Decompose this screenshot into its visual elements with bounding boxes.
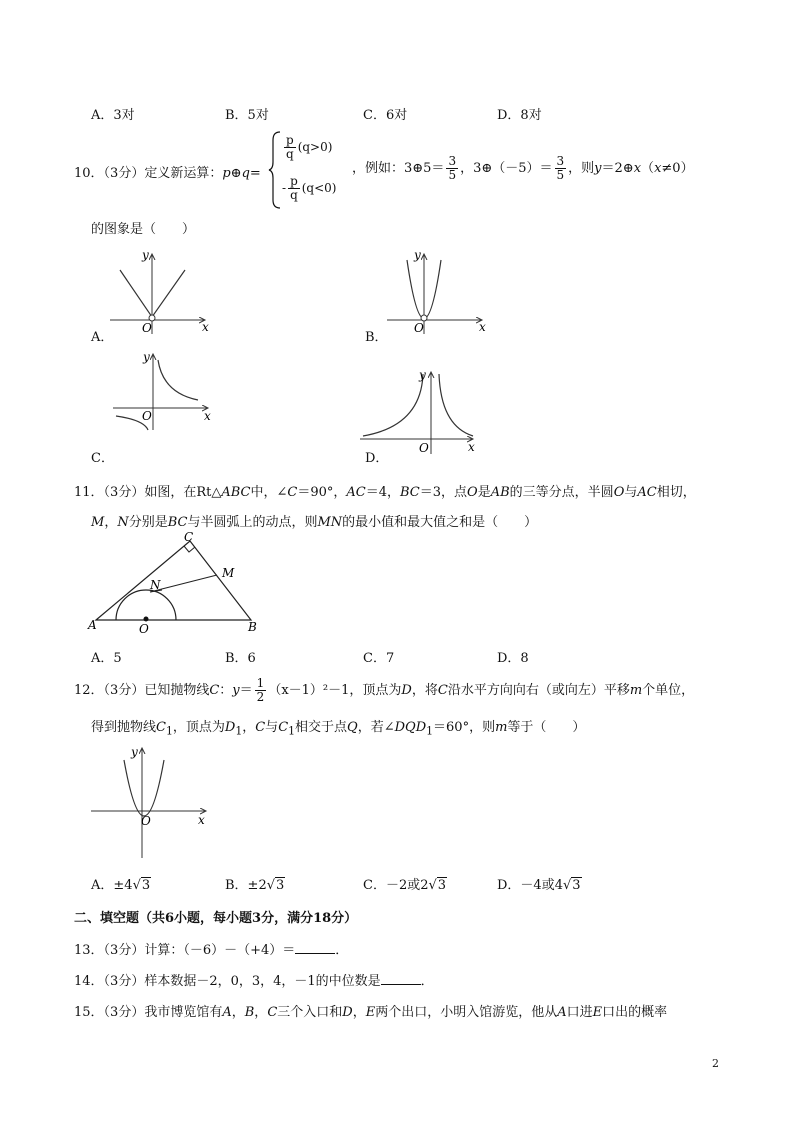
q13-stem: 13．（3分）计算：（－6）－（+4）＝ ． bbox=[74, 943, 349, 958]
q10-graph-d bbox=[355, 366, 480, 456]
q10-graph-a bbox=[105, 242, 215, 337]
brace-icon bbox=[268, 130, 282, 210]
svg-text:O: O bbox=[141, 814, 151, 828]
q11-stem-line2: M，N分别是BC与半圆弧上的动点，则MN的最小值和最大值之和是（ ） bbox=[91, 515, 538, 530]
svg-text:x: x bbox=[479, 320, 486, 334]
q12-option-c: C．－2或2√3 bbox=[363, 878, 447, 893]
svg-text:O: O bbox=[142, 321, 152, 335]
q15-stem: 15．（3分）我市博览馆有A，B，C三个入口和D，E两个出口，小明入馆游览，他从A口进E口出的概率 bbox=[74, 1005, 668, 1020]
q11-option-c: C．7 bbox=[363, 651, 395, 666]
q10-stem: 10．（3分）定义新运算：p⊕q= bbox=[74, 166, 261, 181]
q10-label-c: C． bbox=[91, 451, 114, 466]
q9-option-a: A．3对 bbox=[91, 108, 135, 123]
section-title: 二、填空题（共6小题，每小题3分，满分18分） bbox=[74, 911, 358, 926]
q11-option-d: D．8 bbox=[497, 651, 529, 666]
q10-graph-c bbox=[108, 348, 218, 433]
svg-text:x: x bbox=[204, 409, 211, 423]
svg-text:O: O bbox=[139, 622, 149, 635]
q10-case1: $\frac{p}{q}$ (q>0) bbox=[286, 133, 333, 161]
q11-option-a: A．5 bbox=[91, 651, 122, 666]
svg-text:C: C bbox=[184, 530, 194, 544]
q11-stem-line1: 11．（3分）如图，在Rt△ABC中，∠C＝90°，AC＝4，BC＝3，点O是AB的三等分点，半圆O与AC相切， bbox=[74, 485, 696, 500]
q10-label-a: A． bbox=[91, 330, 114, 345]
svg-text:x: x bbox=[202, 320, 209, 334]
q9-option-d: D．8对 bbox=[497, 108, 542, 123]
q11-triangle-figure bbox=[86, 530, 266, 635]
answer-blank[interactable] bbox=[295, 941, 335, 954]
svg-text:y: y bbox=[131, 745, 138, 759]
q12-parabola-graph bbox=[88, 742, 213, 860]
svg-text:N: N bbox=[150, 578, 161, 592]
q10-stem-line2: 的图象是（ ） bbox=[91, 222, 196, 237]
svg-text:y: y bbox=[419, 368, 426, 382]
answer-blank[interactable] bbox=[381, 972, 421, 985]
q12-option-b: B．±2√3 bbox=[225, 878, 285, 893]
q10-graph-b bbox=[382, 242, 492, 337]
q10-label-b: B． bbox=[365, 330, 388, 345]
q14-stem: 14．（3分）样本数据－2，0，3，4，－1的中位数是 ． bbox=[74, 974, 434, 989]
page-number: 2 bbox=[712, 1057, 719, 1070]
q11-option-b: B．6 bbox=[225, 651, 256, 666]
svg-text:O: O bbox=[142, 409, 152, 423]
q10-case2: - $\frac{p}{q}$ (q<0) bbox=[282, 174, 337, 202]
q9-option-c: C．6对 bbox=[363, 108, 408, 123]
q12-stem-line2: 得到抛物线$C_1$，顶点为$D_1$，C与$C_1$相交于点Q，若$\angle DQD_1=60^\circ$，则m等于（ ） bbox=[91, 720, 586, 738]
svg-text:A: A bbox=[88, 618, 97, 632]
svg-text:x: x bbox=[198, 813, 205, 827]
svg-text:y: y bbox=[142, 248, 149, 262]
svg-text:O: O bbox=[414, 321, 424, 335]
svg-text:O: O bbox=[419, 441, 429, 455]
svg-text:x: x bbox=[468, 440, 475, 454]
q12-option-d: D．－4或4√3 bbox=[497, 878, 581, 893]
q12-option-a: A．±4√3 bbox=[91, 878, 151, 893]
svg-text:M: M bbox=[222, 566, 235, 580]
svg-text:y: y bbox=[414, 248, 421, 262]
q9-option-b: B．5对 bbox=[225, 108, 269, 123]
q10-example: ，例如：3⊕5＝ $\frac{3}{5}$ ，3⊕（－5）＝ $\frac{3}{5}$ ，则y＝2⊕x（x≠0） bbox=[352, 154, 694, 182]
q10-label-d: D． bbox=[365, 451, 389, 466]
q12-stem-line1: 12．（3分）已知抛物线C：y＝ $\frac{1}{2}$ （x－1）²－1，顶点为D，将C沿水平方向向右（或向左）平移m个单位， bbox=[74, 676, 695, 704]
svg-text:B: B bbox=[248, 620, 257, 634]
svg-text:y: y bbox=[143, 350, 150, 364]
